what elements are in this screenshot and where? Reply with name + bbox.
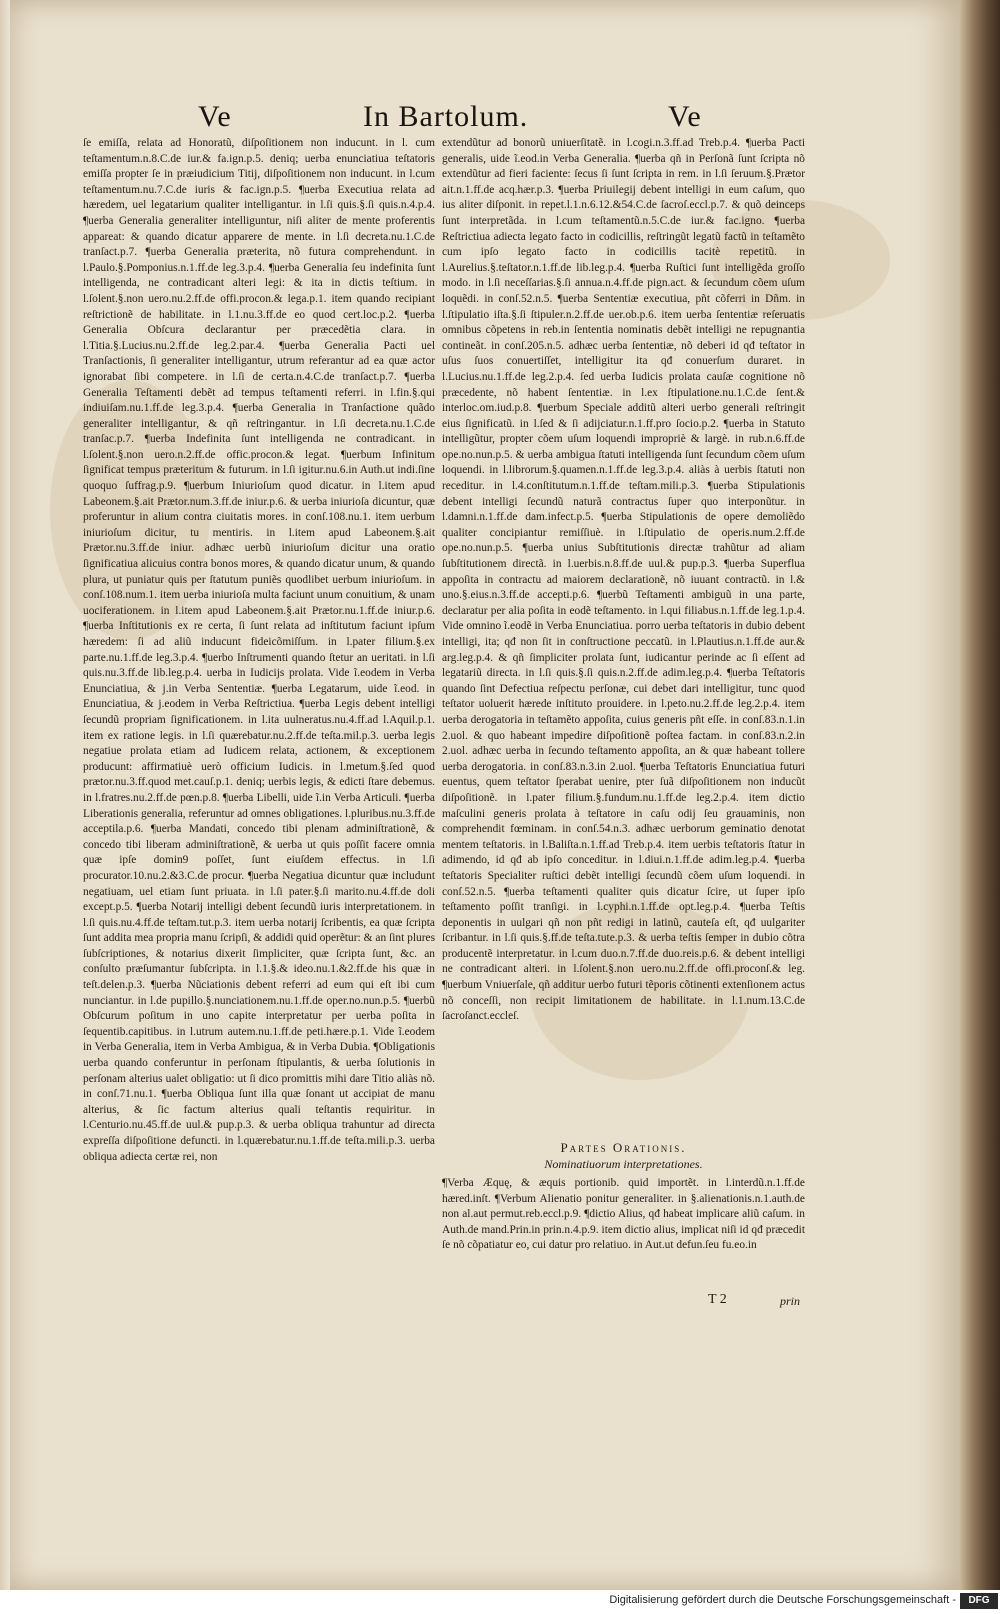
book-page xyxy=(10,0,960,1590)
right-column-text: extendũtur ad bonorũ uniuerſitatẽ. in l.cogi.n.3.ff.ad Treb.p.4. ¶uerba Pacti generalis, uide ĩ.eod.in Verba Generalia. ¶uerba qñ in Perſonã ſunt ſcripta nõ extendũtur ad fieri faciente: ſecus ſi ſunt ſcripta in rem. in l.ſi ſeruum.§.Prætor ait.n.1.ff.de acq.hær.p.3. ¶uerba Priuilegij debent intelligi in eum caſum, quo ius aliter diſponit. in repet.l.1.n.6.12.&54.C.de ſacroſ.eccl.p.7. & quõ deinceps ſunt interpretãda. in l.cum teſtamentũ.n.5.C.de iur.& fac.igno. ¶uerba Reſtrictiua adiecta legato facto in codicillis, reſtringũt legatũ factũ in teſtamẽto cum ipſo legato facto in codicillis tacitè repetitũ. in l.Aurelius.§.teſtator.n.1.ff.de lib.leg.p.4. ¶uerba Ruſtici ſunt intelligẽda groſſo modo. in l.ſi neceſſarias.§.ſi annua.n.4.ff.de pign.act. & ſecundum cõem uſum loquẽdi. in conſ.52.n.5. ¶uerba Sententiæ executiua, pñt cõferri in Dñm. in l.ſtipulatio iſta.§.ſi ſtipuler.n.2.ff.de uer.ob.p.6. item uerba ſententiæ reſeruatis omnibus cõpetens in reb.in ſententia nominatis debẽt intelligi ne repugnantia contineãt. in conſ.205.n.5. adhæc uerba ſententiæ, nõ deberi id qđ teſtator in uſus ſuos conuertiſſet, intelligitur ita qđ conuerſum duraret. in l.Lucius.nu.1.ff.de leg.2.p.4. ſed uerba Iudicis prolata cauſæ cognitione nõ præcedente, nõ habent ſententiæ. in l.ex ſtipulatione.nu.1.C.de ſent.& interloc.om.iud.p.8. ¶uerbum Speciale additũ alteri uerbo generali reſtringit eius ſignificatũ. in l.ſed & ſi adijciatur.n.1.ff.pro ſocio.p.2. ¶uerba in Statuto intelligũtur, propter cõem uſum loquendi impropriè & largè. in rub.n.6.ff.de ope.no.nun.p.5. & uerba ambigua ſtatuti intelligenda ſunt ſecundum cõem uſum loquendi. in l.librorum.§.quamen.n.1.ff.de leg.3.p.4. aliàs à uerbis ſtatuti non receditur. in l.4.conſtitutum.n.1.ff.de teſtam.mili.p.3. ¶uerba Stipulationis debent intelligi ſecundũ naturã contractus ſuper quo interponũtur. in l.damni.n.1.ff.de dam.infect.p.5. ¶uerba Stipulationis de opere demoliẽdo qualiter concipiantur remiſſiuè. in l.ſtipulatio de operis.num.2.ff.de ope.no.nun.p.5. ¶uerba unius Subſtitutionis directæ trahũtur ad aliam ſubſtitutionem directã. in l.uerbis.n.8.ff.de uul.& pup.p.3. ¶uerba Superflua appoſita in contractu ad maiorem declarationẽ, nõ iuuant contractũ. in l.& uno.§.eius.n.3.ff.de accepti.p.6. ¶uerbũ Teſtamenti ambiguũ in una parte, declaratur per alia poſita in eodẽ teſtamento. in l.qui filiabus.n.1.ff.de leg.1.p.4. Vide omnino ĩ.eodẽ in Verba Enunciatiua. porro uerba teſtatoris in dubio debent intelligi, ita; qđ non ſit in conſtructione peccatũ. in l.Plautius.n.1.ff.de aur.& arg.leg.p.4. & qñ ſimpliciter prolata ſunt, iudicantur perinde ac ſi eſſent ad legatariũ directa. in l.ſi quis.§.ſi quis.n.2.ff.de adim.leg.p.4. ¶uerba Teſtatoris quando ſint Defectiua reſpectu perſonæ, cui debet dari intelligitur, tunc quod teſtator uoluerit hærede inſtituto prouidere. in l.peto.nu.2.ff.de leg.2.p.4. item uerba derogatoria in teſtamẽto appoſita, cuius generis pñt eſſe. in conſ.83.n.1.in 2.uol. & quo habeant impedire diſpoſitionẽ poſtea factam. in conſ.83.n.2.in 2.uol. adhæc uerba in ſecundo teſtamento appoſita, an & quæ habeant tollere uerba derogatoria. in conſ.83.n.3.in 2.uol. ¶uerba Teſtatoris Enunciatiua futuri euentus, quem teſtator ſperabat uenire, pter ſuã diſpoſitionem non inducũt diſpoſitionẽ. in l.pater filium.§.fundum.nu.1.ff.de leg.2.p.4. item dictio maſculini generis prolata à teſtatore in caſu odij ſeu grauaminis, non comprehendit fœminam. in conſ.54.n.3. adhæc uerborum geminatio denotat mentem teſtatoris. in l.Baliſta.n.1.ff.ad Treb.p.4. item uerbis teſtatoris ſtatur in adimendo, id qđ ab ipſo conceditur. in l.diui.n.1.ff.de adim.leg.p.4. ¶uerba teſtatoris Specialiter ruſtici debẽt intelligi ſecundũ cõem uſum loquendi. in conſ.52.n.5. ¶uerba teſtamenti qualiter quis dicatur ſcire, ut ſuper ipſo teſtamento poſſit tranſigi. in l.cyphi.n.1.ff.de opt.leg.p.4. ¶uerba Teſtis deponentis in uulgari qñ non pñt redigi in latinũ, cauteſa eſt, qđ uulgariter ſcribantur. in l.ſi quis.§.ff.de teſta.tute.p.3. & uerba teſtis ſemper in dubio cõtra producentẽ interpretatur. in l.cum duo.n.7.ff.de duo.reis.p.6. & debent intelligi ne contradicant alteri. in l.ſolent.§.non uero.nu.2.ff.de offi.proconſ.& leg. ¶uerbum Vniuerſale, qñ additur uerbo futuri tẽporis cõtinenti extenſionem actus nõ conceſſi, non recipit limitationem de habilitate. in l.1.num.13.C.de ſacroſanct.eccleſ. xyxy=(442,137,805,1023)
section-subtitle: Nominatiuorum interpretationes. xyxy=(544,1157,703,1171)
left-text-column xyxy=(83,136,435,1556)
signature-mark: T 2 xyxy=(708,1292,727,1307)
header-right-letters: Ve xyxy=(668,100,702,133)
section-text-block xyxy=(442,1176,805,1288)
section-title: Partes Orationis. xyxy=(560,1140,687,1155)
book-fore-edge xyxy=(960,0,1000,1614)
digitization-footer xyxy=(0,1590,1000,1614)
header-title: In Bartolum. xyxy=(363,100,529,133)
section-text: ¶Verba Æquę, & æquis portionib. quid importẽt. in l.interdũ.n.1.ff.de hæred.inſt. ¶Verbum Alienatio ponitur generaliter. in §.alienationis.n.1.auth.de non al.aut permut.reb.eccl.p.9. ¶dictio Alius, qđ habeat implicare aliũ caſum. in Auth.de mand.Prin.in prin.n.4.p.9. item dictio alius, implicat niſi id qđ præcedit ſe nõ cõpatiatur eo, cui datur pro relatiuo. in Aut.ut defun.ſeu fu.eo.in xyxy=(442,1177,805,1252)
header-left-letters: Ve xyxy=(198,100,232,133)
footer-credit-text: Digitalisierung gefördert durch die Deutsche Forschungsgemeinschaft - xyxy=(609,1594,956,1606)
catchword: prin xyxy=(780,1294,801,1308)
right-text-column xyxy=(442,136,805,1036)
left-column-text: ſe emiſſa, relata ad Honoratũ, diſpoſitionem non inducunt. in l. cum teſtamentum.n.8.C.de iur.& fa.ign.p.5. deniq; uerba enunciatiua teſtatoris emiſſa propter ſe in præiudicium Titij, diſpoſitionem non inducunt. in l.cum teſtamentum.nu.7.C.de iuris & fac.ign.p.5. ¶uerba Executiua relata ad hæredem, uel legatarium qualiter intelligantur. in l.ſi quis.§.ſi quis.n.4.p.4. ¶uerba Generalia generaliter intelliguntur, niſi aliter de mente proferentis appareat: & quando dicatur apparere de mente. in l.ſi decreta.nu.1.C.de tranſact.p.7. ¶uerba Generalia præterita, nõ futura comprehendunt. in l.Paulo.§.Pomponius.n.1.ff.de leg.3.p.4. ¶uerba Generalia ſeu indefinita ſunt intelligenda, ne contradicant alteri legi: & ita in dictis teſtium. in l.ſolent.§.non uero.nu.2.ff.de offi.procon.& lega.p.1. item quando recipiant reſtrictionẽ de habilitate. in l.1.nu.3.ff.de eo quod cert.loc.p.2. ¶uerba Generalia Obſcura declarantur per præcedẽtia clara. in l.Titia.§.Lucius.nu.2.ff.de leg.2.par.4. ¶uerba Generalia Pacti uel Tranſactionis, ſi generaliter intelligantur, utrum referantur ad ea quæ actor ignorabat ſibi competere. in l.ſi de certa.n.4.C.de tranſact.p.7. ¶uerba Generalia Teſtamenti debẽt ad tempus teſtamenti referri. in l.fin.§.qui indiuiſam.nu.1.ff.de leg.3.p.4. ¶uerba Generalia in Tranſactione quãdo generaliter intelligantur, & qñ reſtringantur. in l.ſi decreta.nu.1.C.de tranſac.p.7. ¶uerba Indefinita ſunt intelligenda ne contradicant. in l.ſolent.§.non uero.n.2.ff.de offic.procon.& legat. ¶uerbum Infinitum ſignificat tempus præteritum & futurum. in l.ſi igitur.nu.6.in Auth.ut indi.ſine quoquo ſuffrag.p.9. ¶uerbum Iniurioſum quod dicatur. in l.item apud Labeonem.§.ait Prætor.num.3.ff.de iniur.p.6. & uerba iniurioſa dicuntur, quæ proferuntur in alium contra ciuitatis mores. in conſ.108.nu.1. item uerbum iniurioſum dicitur, tu mentiris. in l.item apud Labeonem.§.ait Prætor.nu.3.ff.de iniur. adhæc uerbũ iniurioſum dicitur una oratio ſignificatiua alicuius contra bonos mores, & quando dicatur unum, & quando plura, ut puniatur quis per ſtatutum puniẽs quodlibet uerbum iniurioſum. in conſ.108.num.1. item uerba iniurioſa multa faciunt unum conuitium, & unam uociferationem. in l.item apud Labeonem.§.ait Prætor.nu.1.ff.de iniur.p.6. ¶uerba Inſtitutionis ex re certa, ſi ſunt relata ad inſtitutum faciunt ipſum hæredem: ſi ad aliũ inducunt fideicõmiſſum. in l.pater filium.§.ex parte.nu.1.ff.de leg.3.p.4. ¶uerbo Inſtrumenti quando ſtetur an ueritati. in l.ſi quis.nu.3.ff.de lib.leg.p.4. uerba in Iudicijs prolata. Vide ĩ.eodem in Verba Enunciatiua, & j.in Verba Sententiæ. ¶uerba Legatarum, uide ĩ.eod. in Enunciatiua, & j.eodem in Verba Reſtrictiua. ¶uerba Legis debent intelligi ſecundũ propriam ſignificationem. in l.ita uulneratus.nu.4.ff.ad l.Aquil.p.1. item ex ratione legis. in l.ſi quærebatur.nu.2.ff.de teſta.mil.p.3. uerba legis negatiue prolata etiam ad Iudicem relata, actionem, & exceptionem producunt: affirmatiuè uerò officium Iudicis. in l.metum.§.ſed quod prætor.nu.3.ff.quod met.cauſ.p.1. deniq; uerbis legis, & edicti ſtare debemus. in l.fratres.nu.2.ff.de pœn.p.8. ¶uerba Libelli, uide ĩ.in Verba Articuli. ¶uerba Liberationis generalia, referuntur ad omnes obligationes. l.pluribus.nu.3.ff.de acceptila.p.6. ¶uerba Mandati, concedo tibi plenam adminiſtrationẽ, & concedo tibi liberam adminiſtrationẽ, & uerba ut quis poſſit facere omnia quæ ipſe domin9 poſſet, ſunt eiuſdem effectus. in l.ſi procurator.10.nu.2.&3.C.de procur. ¶uerba Negatiua dicuntur quæ includunt negatiuam, uel etiam ſunt priuata. in l.ſi pater.§.ſi marito.nu.4.ff.de doli except.p.5. ¶uerba Notarij intelligi debent ſecundũ iuris interpretationem. in l.ſi quis.nu.4.ff.de teſtam.tut.p.3. item uerba notarij ſcribentis, ea quæ ſcripta ſunt addita mea propria manu ſcripſi, & addidi quid operẽtur: & an ſint plures ſubſcriptiones, & notarius dixerit ſimpliciter, quæ ſcripta ſunt, &c. an conſulto præſumantur ſubſcripta. in l.1.§.& ideo.nu.1.&2.ff.de his quæ in teſt.delen.p.3. ¶uerba Nũciationis debent referri ad eum qui eſt ibi cum nunciantur. in l.de pupillo.§.nunciationem.nu.1.ff.de oper.no.nun.p.5. ¶uerbũ Obſcurum poſitum in uno capite interpretatur per uerba poſita in ſequentib.capitibus. in l.utrum autem.nu.1.ff.de peti.hære.p.1. Vide ĩ.eodem in Verba Generalia, item in Verba Ambigua, & in Verba Dubia. ¶Obligationis uerba quando conferuntur in perſonam ſtipulantis, & uerba ſolutionis in perſonam alterius ualet obligatio: ut ſi dico promittis mihi dare Titio aliàs nõ. in conſ.71.nu.1. ¶uerba Obliqua ſunt illa quæ ſonant ut accipiat de manu alterius, & ſic factum alterius quali teſtantis requiritur. in l.Centurio.nu.45.ff.de uul.& pup.p.3. & uerba obliqua trahuntur ad directa expreſſa diſpoſitione defuncti. in l.quærebatur.nu.1.ff.de teſta.mili.p.3. uerba obliqua adiecta certæ rei, non xyxy=(83,137,435,1163)
dfg-logo: DFG xyxy=(960,1593,998,1609)
